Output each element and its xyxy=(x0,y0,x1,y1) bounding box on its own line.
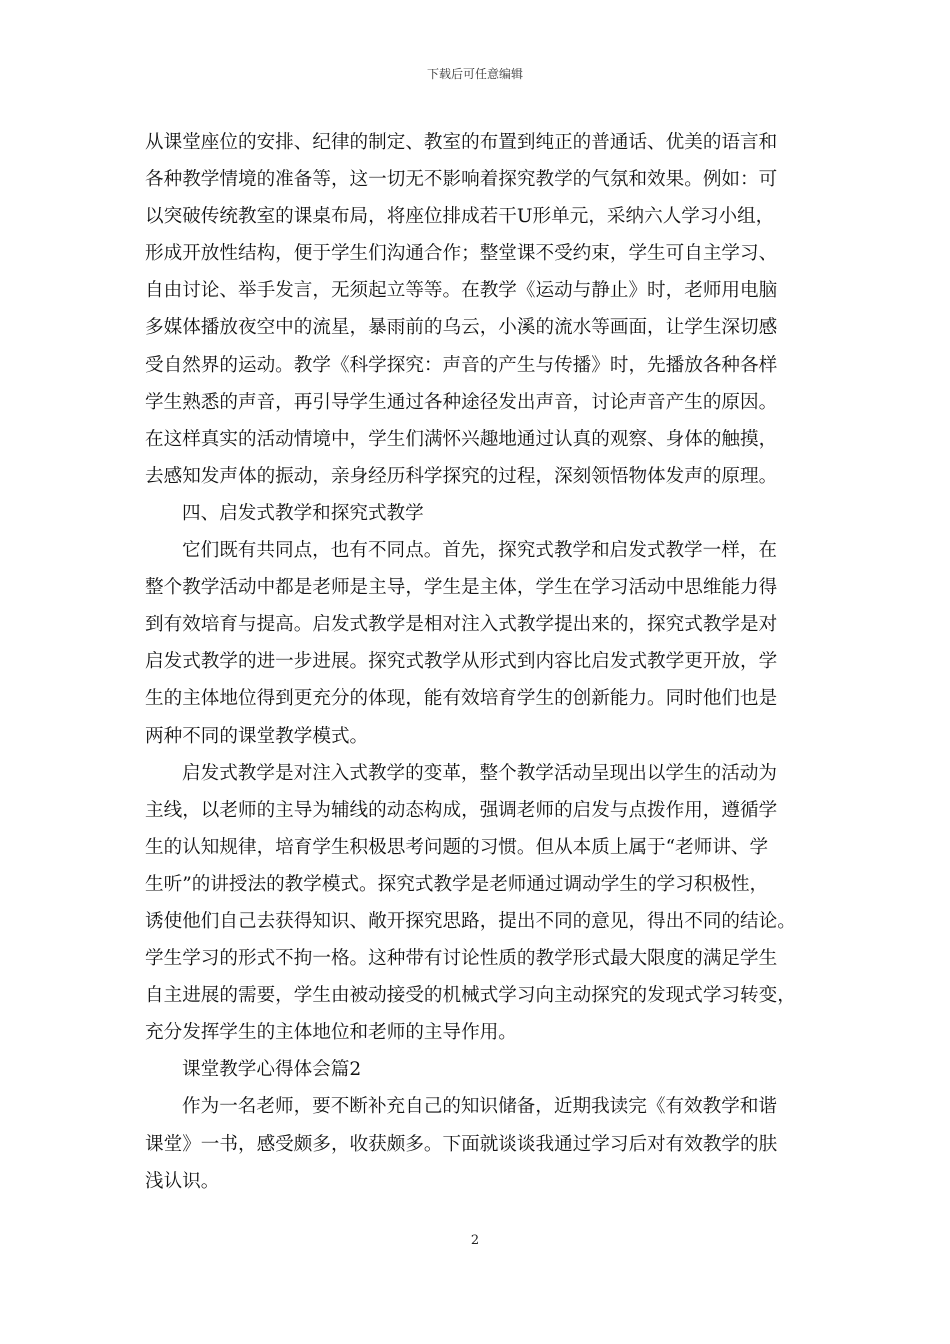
text-line: 充分发挥学生的主体地位和老师的主导作用。 xyxy=(145,1022,517,1044)
text-line: 课堂教学心得体会篇2 xyxy=(182,1059,362,1081)
text-line: 各种教学情境的准备等，这一切无不影响着探究教学的气氛和效果。例如：可 xyxy=(145,169,778,191)
text-line: 生的主体地位得到更充分的体现，能有效培育学生的创新能力。同时他们也是 xyxy=(145,688,778,710)
text-line: 形成开放性结构，便于学生们沟通合作；整堂课不受约束，学生可自主学习、 xyxy=(145,243,778,265)
text-line: 以突破传统教室的课桌布局，将座位排成若干U形单元，采纳六人学习小组， xyxy=(145,206,775,228)
text-line: 启发式教学的进一步进展。探究式教学从形式到内容比启发式教学更开放，学 xyxy=(145,651,778,673)
text-line: 去感知发声体的振动，亲身经历科学探究的过程，深刻领悟物体发声的原理。 xyxy=(145,465,778,487)
text-line: 在这样真实的活动情境中，学生们满怀兴趣地通过认真的观察、身体的触摸， xyxy=(145,428,778,450)
text-line: 多媒体播放夜空中的流星，暴雨前的乌云，小溪的流水等画面，让学生深切感 xyxy=(145,317,778,339)
page-header: 下载后可任意编辑 xyxy=(426,67,523,81)
text-line: 主线，以老师的主导为辅线的动态构成，强调老师的启发与点拨作用，遵循学 xyxy=(145,799,778,821)
text-line: 浅认识。 xyxy=(145,1170,220,1192)
text-line: 从课堂座位的安排、纪律的制定、教室的布置到纯正的普通话、优美的语言和 xyxy=(145,132,778,153)
text-line: 学生学习的形式不拘一格。这种带有讨论性质的教学形式最大限度的满足学生 xyxy=(145,948,778,970)
text-line: 启发式教学是对注入式教学的变革，整个教学活动呈现出以学生的活动为 xyxy=(182,762,778,784)
page-number: 2 xyxy=(470,1233,480,1248)
text-line: 两种不同的课堂教学模式。 xyxy=(145,725,369,747)
text-line: 诱使他们自己去获得知识、敞开探究思路，提出不同的意见，得出不同的结论。 xyxy=(145,910,796,932)
text-line: 自由讨论、举手发言，无须起立等等。在教学《运动与静止》时，老师用电脑 xyxy=(145,280,778,302)
document-body xyxy=(145,124,807,1200)
text-line: 整个教学活动中都是老师是主导，学生是主体，学生在学习活动中思维能力得 xyxy=(145,577,778,599)
text-line: 它们既有共同点，也有不同点。首先，探究式教学和启发式教学一样，在 xyxy=(182,540,778,562)
text-line: 到有效培育与提高。启发式教学是相对注入式教学提出来的，探究式教学是对 xyxy=(145,614,778,636)
text-line: 自主进展的需要，学生由被动接受的机械式学习向主动探究的发现式学习转变， xyxy=(145,985,796,1007)
text-line: 作为一名老师，要不断补充自己的知识储备，近期我读完《有效教学和谐 xyxy=(182,1096,778,1118)
text-line: 四、启发式教学和探究式教学 xyxy=(182,502,424,524)
text-line: 受自然界的运动。教学《科学探究：声音的产生与传播》时，先播放各种各样 xyxy=(145,354,778,376)
text-line: 生的认知规律，培育学生积极思考问题的习惯。但从本质上属于“老师讲、学 xyxy=(145,836,769,858)
text-line: 学生熟悉的声音，再引导学生通过各种途径发出声音，讨论声音产生的原因。 xyxy=(145,391,778,413)
text-line: 生听”的讲授法的教学模式。探究式教学是老师通过调动学生的学习积极性， xyxy=(145,873,769,895)
text-line: 课堂》一书，感受颇多，收获颇多。下面就谈谈我通过学习后对有效教学的肤 xyxy=(145,1133,778,1155)
